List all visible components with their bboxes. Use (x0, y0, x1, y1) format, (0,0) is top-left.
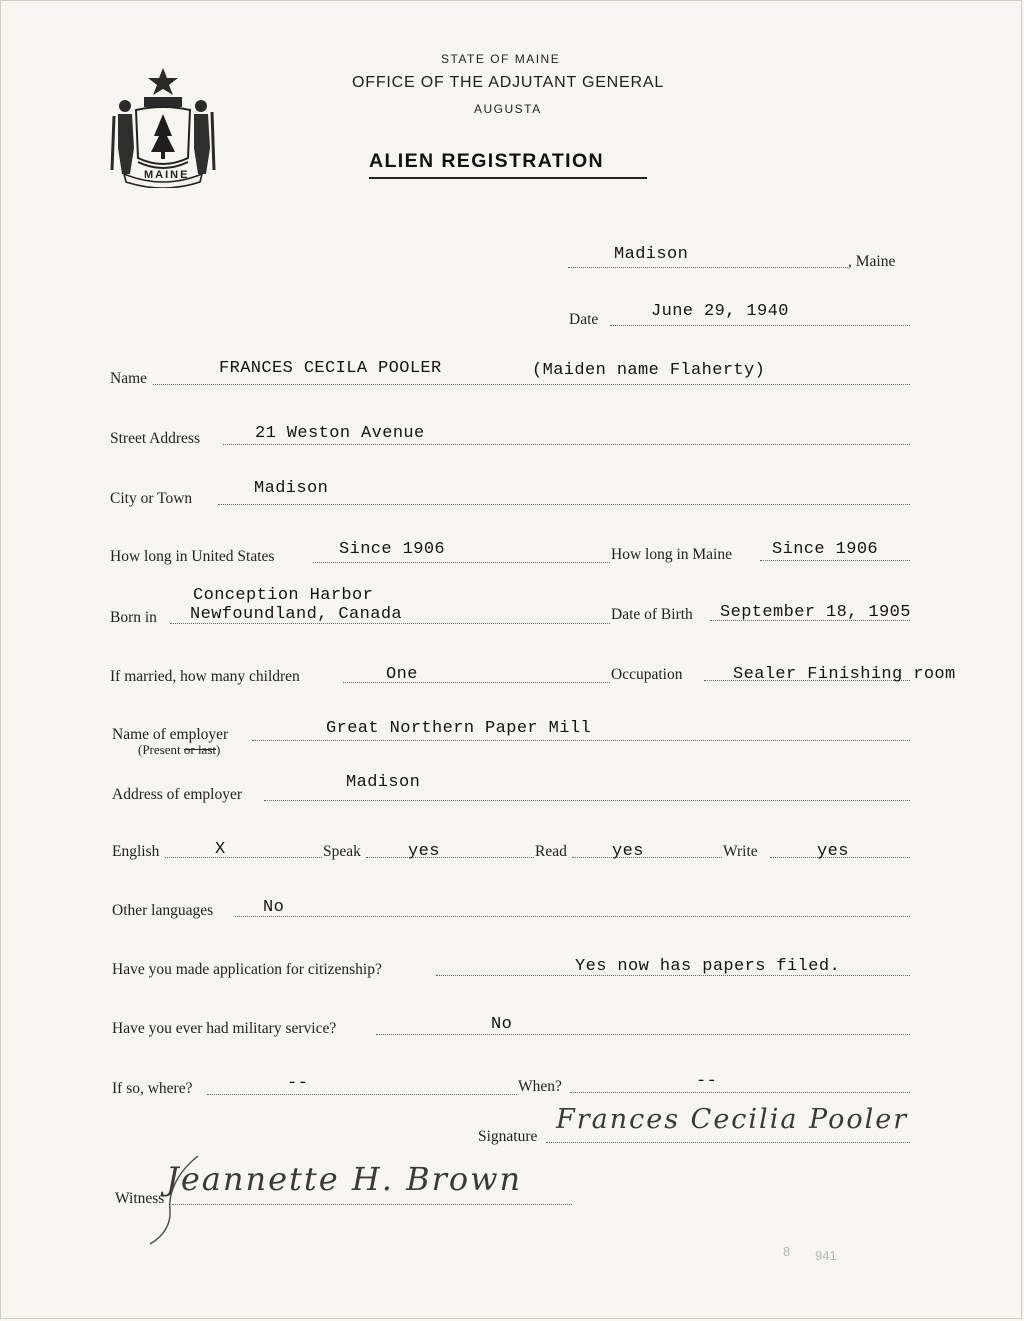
military-label: Have you ever had military service? (112, 1020, 337, 1037)
employer-dots (252, 740, 910, 741)
date-value: June 29, 1940 (651, 302, 789, 321)
when-label: When? (518, 1078, 562, 1095)
dob-value: September 18, 1905 (720, 603, 911, 622)
witness-label: Witness (115, 1190, 165, 1207)
employer-address-value: Madison (346, 773, 421, 792)
occupation-label: Occupation (611, 666, 683, 683)
witness-dots (172, 1204, 572, 1205)
english-dots (165, 857, 322, 858)
citizenship-label: Have you made application for citizenship? (112, 961, 382, 978)
write-label: Write (723, 843, 758, 860)
speak-label: Speak (323, 843, 361, 860)
city-label: City or Town (110, 490, 193, 507)
english-value: X (215, 840, 226, 859)
signature-label: Signature (478, 1128, 538, 1145)
city-value: Madison (254, 479, 329, 498)
employer-address-dots (264, 800, 910, 801)
maine-duration-dots (760, 560, 910, 561)
maine-seal-icon (108, 66, 218, 188)
employer-sublabel (138, 742, 220, 758)
employer-value: Great Northern Paper Mill (326, 719, 592, 738)
employer-label: Name of employer (112, 726, 229, 743)
document-title: ALIEN REGISTRATION (369, 150, 605, 172)
us-duration-label: How long in United States (110, 548, 275, 565)
other-languages-label: Other languages (112, 902, 214, 919)
name-dots (153, 384, 910, 385)
header-state: STATE OF MAINE (441, 52, 561, 66)
when-dots (570, 1092, 910, 1093)
header-office: OFFICE OF THE ADJUTANT GENERAL (352, 74, 665, 91)
witness-handwriting: Jeannette H. Brown (166, 1160, 523, 1198)
where-label: If so, where? (112, 1080, 193, 1097)
dob-label: Date of Birth (611, 606, 693, 623)
children-dots (343, 682, 610, 683)
children-value: One (386, 665, 418, 684)
maiden-name-value: (Maiden name Flaherty) (532, 361, 766, 380)
where-dots (207, 1094, 517, 1095)
employer-sublabel-present: (Present (138, 742, 184, 757)
archive-stamp-left: 8 (783, 1244, 791, 1259)
where-value: -- (287, 1074, 309, 1093)
write-value: yes (817, 842, 849, 861)
seal-banner-text: MAINE (144, 169, 190, 181)
speak-dots (366, 857, 534, 858)
read-dots (572, 857, 722, 858)
street-label: Street Address (110, 430, 200, 447)
location-dots (568, 267, 848, 268)
street-dots (223, 444, 910, 445)
city-dots (218, 504, 910, 505)
street-value: 21 Weston Avenue (255, 424, 425, 443)
occupation-value: Sealer Finishing room (733, 665, 956, 684)
other-languages-dots (235, 916, 910, 917)
archive-stamp-right: 941 (815, 1248, 837, 1263)
maine-duration-label: How long in Maine (611, 546, 732, 563)
header-city: AUGUSTA (474, 102, 542, 116)
location-suffix: , Maine (848, 253, 896, 270)
us-duration-dots (313, 562, 610, 563)
military-dots (376, 1034, 910, 1035)
english-label: English (112, 843, 160, 860)
when-value: -- (696, 1072, 718, 1091)
maine-duration-value: Since 1906 (772, 540, 879, 559)
read-label: Read (535, 843, 567, 860)
witness-flourish-icon (140, 1150, 210, 1250)
speak-value: yes (408, 842, 440, 861)
title-underline (369, 177, 647, 179)
children-label: If married, how many children (110, 668, 300, 685)
date-dots (610, 325, 910, 326)
born-place-line2: Newfoundland, Canada (190, 605, 403, 624)
signature-dots (546, 1142, 910, 1143)
location-value: Madison (614, 245, 689, 264)
us-duration-value: Since 1906 (339, 540, 446, 559)
name-value: FRANCES CECILA POOLER (219, 359, 442, 378)
name-label: Name (110, 370, 148, 387)
employer-sublabel-or-last: or last (183, 742, 216, 757)
signature-handwriting: Frances Cecilia Pooler (556, 1104, 909, 1135)
employer-address-label: Address of employer (112, 786, 242, 803)
born-place-line1: Conception Harbor (193, 586, 374, 605)
read-value: yes (612, 842, 644, 861)
military-value: No (491, 1015, 513, 1034)
born-label: Born in (110, 609, 157, 626)
other-languages-value: No (263, 898, 285, 917)
date-label: Date (569, 311, 599, 328)
employer-sublabel-close: ) (216, 742, 221, 757)
citizenship-value: Yes now has papers filed. (575, 957, 841, 976)
